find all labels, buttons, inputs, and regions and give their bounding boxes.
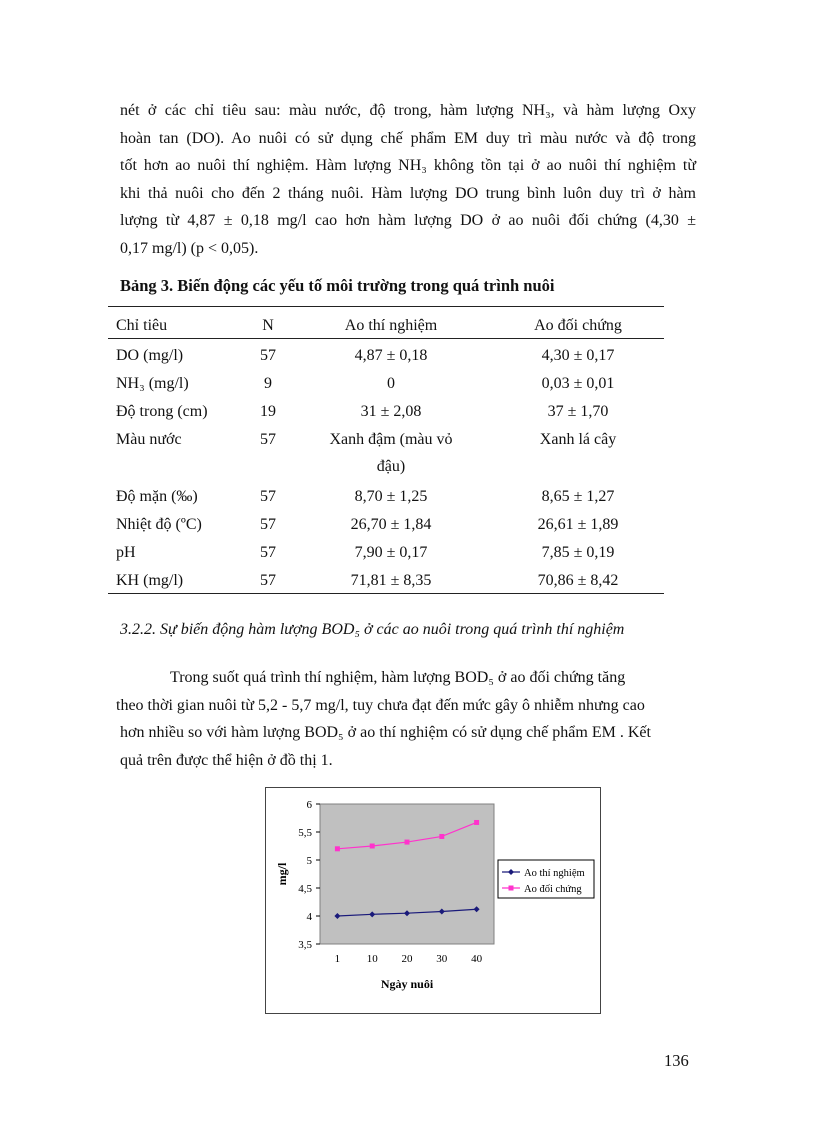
- table-cell: 57: [260, 347, 276, 364]
- y-tick-label: 6: [306, 799, 312, 811]
- table-header-row: [108, 316, 664, 344]
- section-heading: 3.2.2. Sự biến động hàm lượng BOD₅ ở các ao nuôi trong quá trình thí nghiệm: [120, 621, 625, 638]
- paragraph-line: tốt hơn ao nuôi thí nghiệm. Hàm lượng NH₃ không tồn tại ở ao nuôi thí nghiệm từ: [120, 157, 696, 174]
- table-cell: 7,90 ± 0,17: [354, 544, 428, 561]
- table-row: [108, 430, 664, 458]
- x-tick-label: 10: [366, 953, 378, 965]
- header-cell: Ao thí nghiệm: [344, 317, 438, 334]
- table-cell: Độ mặn (‰): [116, 488, 198, 505]
- x-tick-label: 20: [401, 953, 413, 965]
- x-axis-label: Ngày nuôi: [380, 977, 434, 991]
- table-row: [108, 543, 664, 571]
- table-cell: Màu nước: [116, 431, 182, 448]
- paragraph-1: [120, 97, 696, 262]
- chart-figure: [265, 787, 601, 1014]
- legend-label: Ao đối chứng: [524, 884, 582, 895]
- plot-area: [320, 804, 494, 944]
- header-cell: Ao đối chứng: [534, 317, 622, 334]
- table-cell: 4,30 ± 0,17: [541, 347, 615, 364]
- table-cell: đậu): [376, 458, 406, 475]
- table-cell: DO (mg/l): [116, 347, 184, 364]
- table-cell: pH: [116, 544, 136, 561]
- paragraph-line: 0,17 mg/l) (p < 0,05).: [120, 239, 259, 257]
- table-cell: 71,81 ± 8,35: [350, 572, 432, 589]
- paragraph-line: nét ở các chỉ tiêu sau: màu nước, độ trong, hàm lượng NH₃, và hàm lượng Oxy: [120, 102, 696, 119]
- table-cell: 26,70 ± 1,84: [350, 516, 432, 533]
- paragraph-line: Trong suốt quá trình thí nghiệm, hàm lượng BOD₅ ở ao đối chứng tăng: [170, 669, 626, 686]
- table-cell: 8,70 ± 1,25: [354, 488, 428, 505]
- table-top-rule: [108, 306, 664, 307]
- table-row-continuation: [108, 457, 664, 485]
- table-cell: 9: [264, 375, 272, 392]
- paragraph-line: theo thời gian nuôi từ 5,2 - 5,7 mg/l, tuy chưa đạt đến mức gây ô nhiễm nhưng cao: [116, 696, 645, 714]
- paragraph-line: khi thả nuôi cho đến 2 tháng nuôi. Hàm lượng DO trung bình luôn duy trì ở hàm: [120, 184, 696, 202]
- y-axis-label: mg/l: [275, 862, 289, 886]
- y-tick-label: 4: [306, 911, 312, 923]
- table-cell: 8,65 ± 1,27: [541, 488, 615, 505]
- y-tick-label: 3,5: [298, 939, 312, 951]
- table-cell: NH₃ (mg/l): [116, 375, 189, 392]
- table-bottom-rule: [108, 593, 664, 594]
- table-cell: 57: [260, 488, 276, 505]
- header-cell: Chỉ tiêu: [116, 317, 168, 334]
- paragraph-line: quả trên được thể hiện ở đồ thị 1.: [120, 751, 333, 769]
- table-cell: 7,85 ± 0,19: [541, 544, 615, 561]
- table-cell: Nhiệt độ (ºC): [116, 516, 202, 533]
- table-cell: Độ trong (cm): [116, 403, 208, 420]
- data-point: [474, 820, 479, 825]
- table-cell: 0,03 ± 0,01: [541, 375, 615, 392]
- table-cell: 0: [387, 375, 395, 392]
- data-point: [405, 840, 410, 845]
- paragraph-2: [116, 664, 700, 774]
- table-row: [108, 402, 664, 430]
- header-cell: N: [262, 317, 274, 334]
- table-row: [108, 515, 664, 543]
- data-point: [370, 844, 375, 849]
- table-cell: 70,86 ± 8,42: [537, 572, 619, 589]
- table-cell: 57: [260, 572, 276, 589]
- table-row: [108, 346, 664, 374]
- x-tick-label: 30: [436, 953, 448, 965]
- table-cell: 19: [260, 403, 276, 420]
- x-tick-label: 1: [334, 953, 341, 965]
- legend-marker: [509, 886, 514, 891]
- table-row: [108, 571, 664, 599]
- table-cell: 31 ± 2,08: [360, 403, 422, 420]
- table-cell: 57: [260, 544, 276, 561]
- table-cell: 57: [260, 431, 276, 448]
- table-cell: 37 ± 1,70: [547, 403, 609, 420]
- table-cell: 4,87 ± 0,18: [354, 347, 428, 364]
- page-number: 136: [664, 1051, 689, 1070]
- y-tick-label: 5,5: [298, 827, 312, 839]
- table-title: Bảng 3. Biến động các yếu tố môi trường trong quá trình nuôi: [120, 276, 555, 295]
- table-cell: KH (mg/l): [116, 572, 184, 589]
- legend-label: Ao thí nghiệm: [524, 868, 585, 879]
- data-point: [335, 846, 340, 851]
- y-tick-label: 4,5: [298, 883, 312, 895]
- table-cell: Xanh đậm (màu vỏ: [329, 431, 453, 448]
- paragraph-line: hoàn tan (DO). Ao nuôi có sử dụng chế phẩm EM duy trì màu nước và độ trong: [120, 129, 696, 147]
- table-cell: Xanh lá cây: [539, 431, 617, 448]
- bod5-line-chart: [266, 788, 600, 1013]
- y-tick-label: 5: [306, 855, 312, 867]
- paragraph-line: lượng từ 4,87 ± 0,18 mg/l cao hơn hàm lượng DO ở ao nuôi đối chứng (4,30 ±: [120, 212, 696, 229]
- table-header-rule: [108, 338, 664, 339]
- paragraph-line: hơn nhiều so với hàm lượng BOD₅ ở ao thí nghiệm có sử dụng chế phẩm EM . Kết: [120, 724, 651, 741]
- table-row: [108, 374, 664, 402]
- table-cell: 26,61 ± 1,89: [537, 516, 619, 533]
- table-cell: 57: [260, 516, 276, 533]
- table-row: [108, 487, 664, 515]
- x-tick-label: 40: [471, 953, 483, 965]
- data-point: [439, 834, 444, 839]
